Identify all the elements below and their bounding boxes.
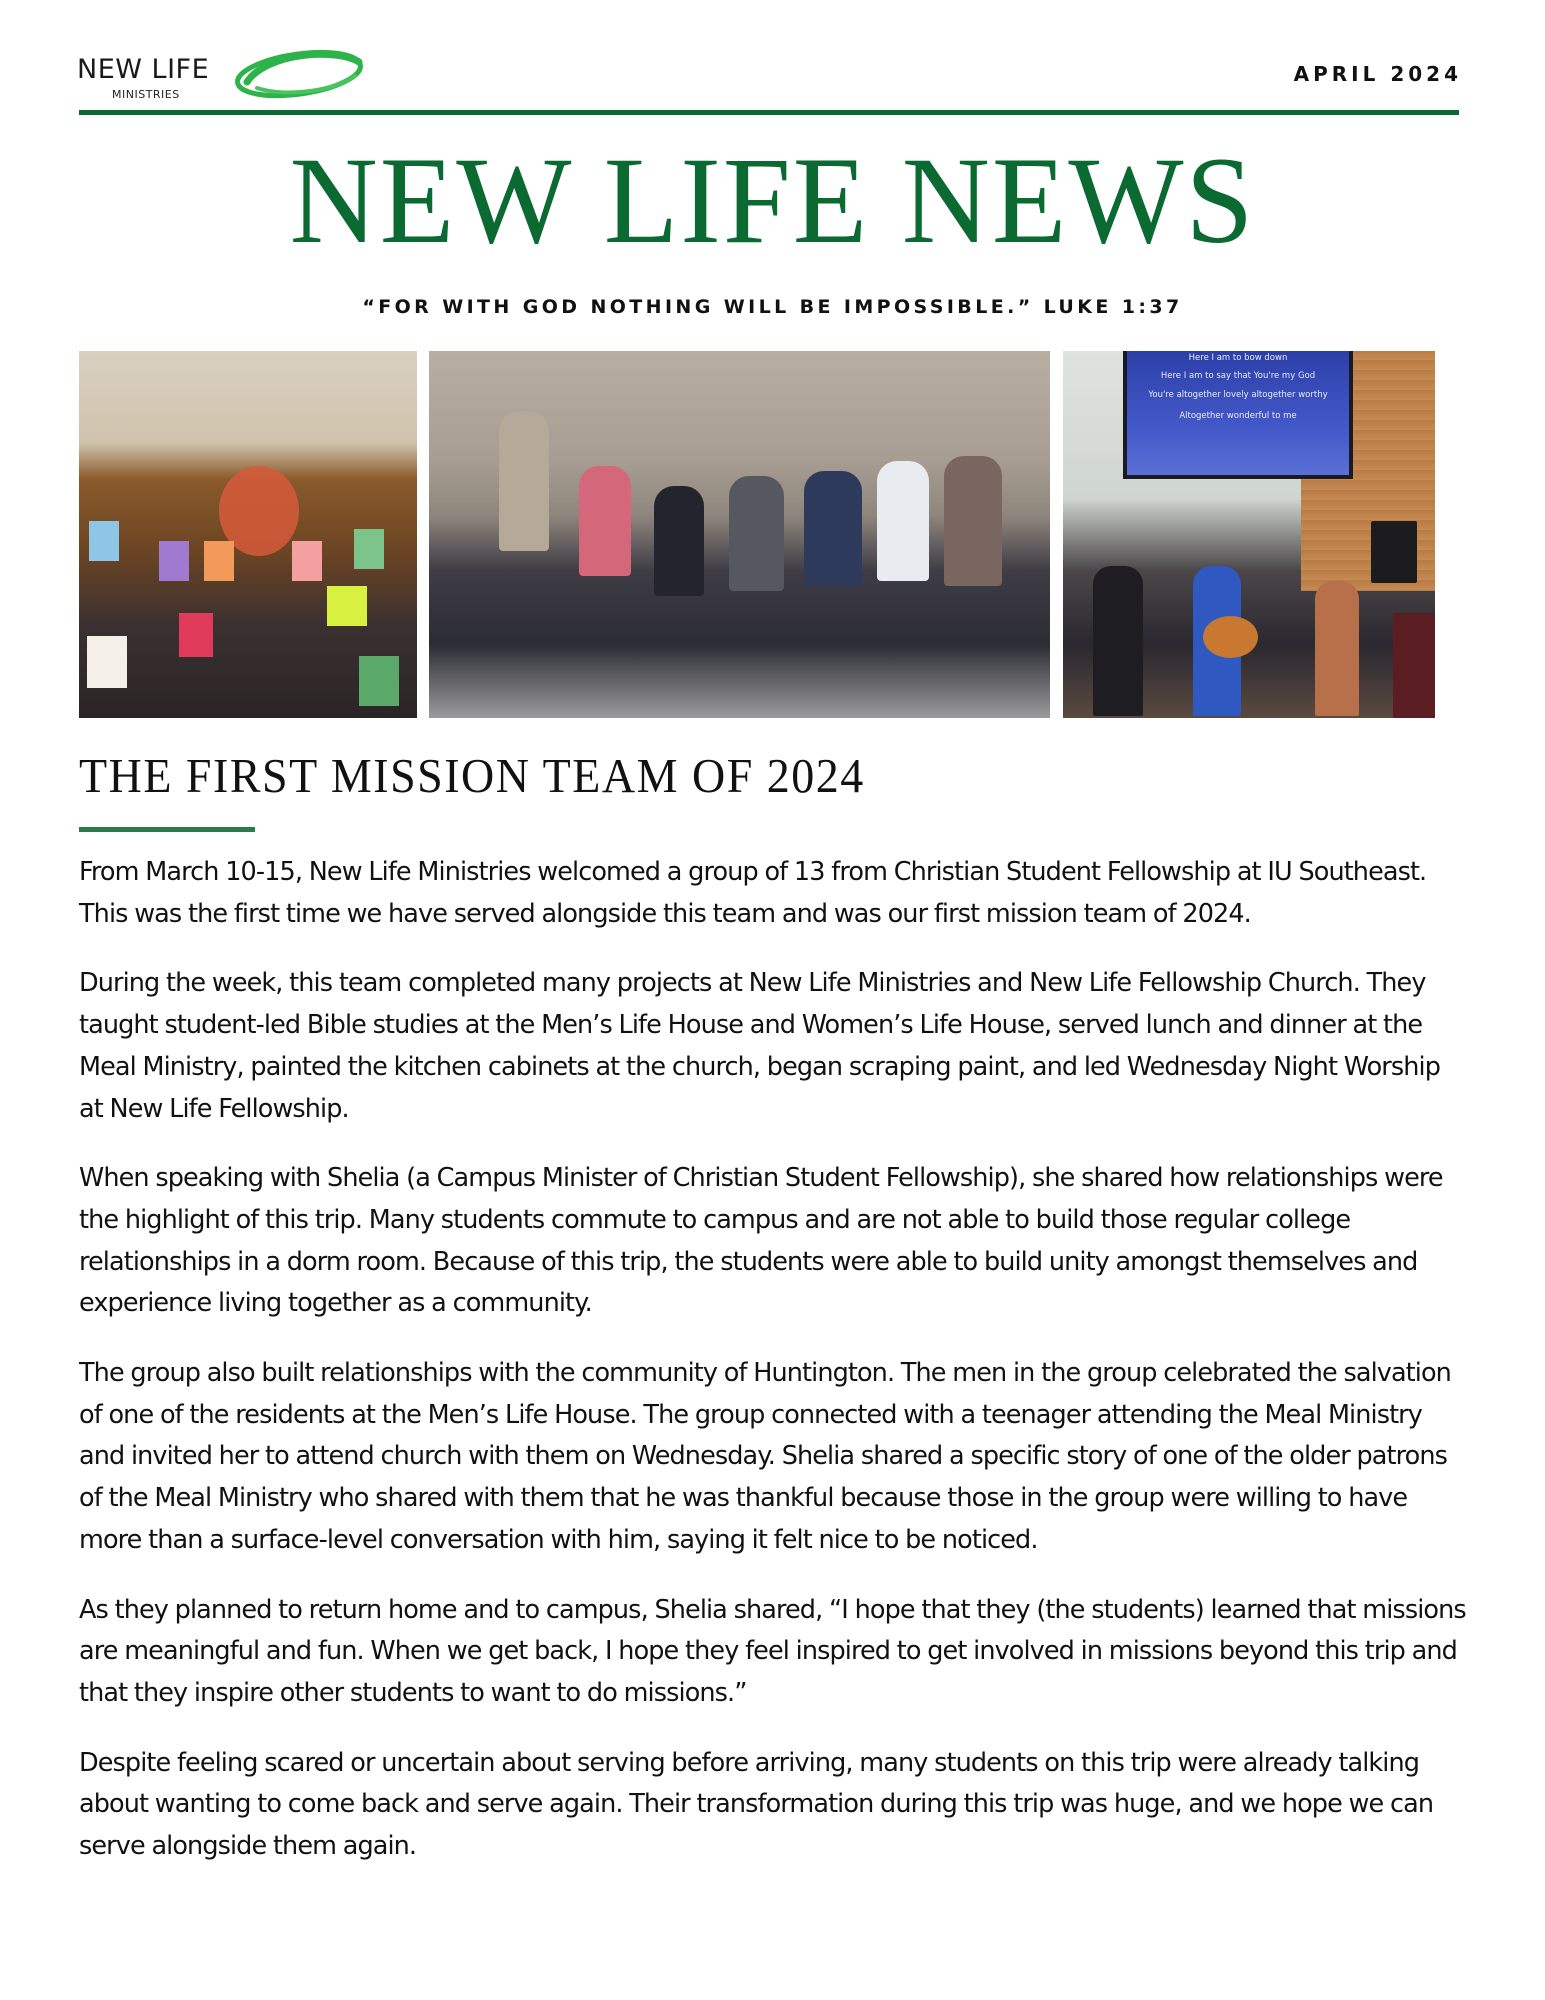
masthead-title: NEW LIFE NEWS [289,131,1256,270]
lyric-line: You're altogether lovely altogether worthy [1148,390,1328,400]
photo-worship-band [1063,351,1435,718]
article-paragraph: During the week, this team completed many projects at New Life Ministries and New Life Fellowship Church. They taught student-led Bible studies at the Men’s Life House and Women’s Life House, served lunch and dinner at the Meal Ministry, painted the kitchen cabinets at the church, began scraping paint, and led Wednesday Night Worship at New Life Fellowship. [79,968,1440,1124]
podium [1393,613,1435,718]
article-paragraph: When speaking with Shelia (a Campus Minister of Christian Student Fellowship), she shared how relationships were the highlight of this trip. Many students commute to campus and are not able to build those regular college relationships in a dorm room. Because of this trip, the students were able to build unity amongst themselves and experience living together as a community. [79,1163,1443,1319]
paper-cross [179,613,213,657]
article-paragraph: The group also built relationships with the community of Huntington. The men in the group celebrated the salvation of one of the residents at the Men’s Life House. The group connected with a teenager attending the Meal Ministry and invited her to attend church with them on Wednesday. Shelia shared a specific story of one of the older patrons of the Meal Ministry who shared with them that he was thankful because those in the group were willing to have more than a surface-level conversation with him, saying it felt nice to be noticed. [79,1358,1451,1555]
person [579,466,631,576]
lyrics-screen [1123,351,1353,479]
article-paragraph: From March 10-15, New Life Ministries welcomed a group of 13 from Christian Student Fellowship at IU Southeast. This was the first time we have served alongside this team and was our first mission team of 2024. [79,857,1427,929]
header-divider [79,110,1459,115]
photo-mission-team-group [429,351,1050,718]
lyric-line: Here I am to say that You're my God [1160,371,1316,381]
person [499,411,549,551]
safety-vest [327,586,367,626]
person [877,461,929,581]
scripture-verse: “FOR WITH GOD NOTHING WILL BE IMPOSSIBLE.” LUKE 1:37 [362,296,1183,318]
person [729,476,784,591]
logo-name: NEW LIFE [77,54,210,85]
lyric-line: Altogether wonderful to me [1179,411,1297,421]
paper-cross [89,521,119,561]
paper-cross [159,541,189,581]
title-accent-rule [79,827,255,832]
paper-cross [87,636,127,688]
photo-womens-crosses [79,351,417,718]
singer [1093,566,1143,716]
paper-cross [354,529,384,569]
article-paragraph: Despite feeling scared or uncertain about serving before arriving, many students on this trip were already talking about wanting to come back and serve again. Their transformation during this trip was huge, and we hope we can serve alongside them again. [79,1747,1434,1862]
new-life-ministries-logo [77,44,367,106]
logo-subtitle: MINISTRIES [112,88,180,101]
paper-cross [292,541,322,581]
article-paragraph: As they planned to return home and to campus, Shelia shared, “I hope that they (the students) learned that missions are meaningful and fun. When we get back, I hope they feel inspired to get involved in missions beyond this trip and that they inspire other students to want to do missions.” [79,1594,1466,1708]
lyric-line: Here I am to bow down [1188,353,1288,363]
singer [1315,581,1359,716]
person [804,471,862,586]
article-body [79,852,1469,1896]
paper-cross [204,541,234,581]
acoustic-guitar [1203,616,1258,658]
article-title: THE FIRST MISSION TEAM OF 2024 [79,748,865,803]
person [944,456,1002,586]
paper-cross [359,656,399,706]
speaker [1371,521,1417,583]
person [654,486,704,596]
swoosh-icon [227,44,367,104]
issue-date: APRIL 2024 [1293,62,1462,86]
